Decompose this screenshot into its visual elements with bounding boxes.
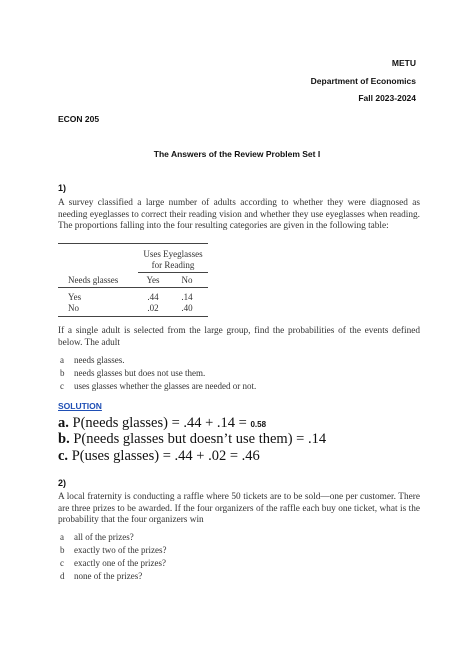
table-row-yes-label: Yes (68, 292, 82, 302)
question-2-option-b: b exactly two of the prizes? (60, 545, 167, 555)
question-1-option-b: b needs glasses but does not use them. (60, 368, 206, 378)
question-1-text: A survey classified a large number of adults according to whether they were diagnosed as needing eyeglasses to correct their reading vision and whether they use eyeglasses when reading. The proportions falling into the four resulting categories are given in the following table: (58, 198, 420, 232)
table-row-no-label: No (68, 303, 79, 313)
table-header-rule (58, 287, 208, 288)
table-cell-yes-yes: .44 (147, 292, 159, 302)
table-group-header-line2: for Reading (151, 260, 195, 270)
term: Fall 2023-2024 (358, 93, 416, 103)
answer-a: a. P(needs glasses) = .44 + .14 = 0.58 (58, 415, 267, 431)
table-group-header-line1: Uses Eyeglasses (143, 249, 203, 259)
table-group-rule (138, 272, 208, 273)
department-name: Department of Economics (310, 76, 416, 86)
question-2-text: A local fraternity is conducting a raffle where 50 tickets are to be sold—one per customer. There are three prizes to be awarded. If the four organizers of the raffle each buy one ticket, what is the probability that the four organizers win (58, 492, 420, 526)
table-col-no: No (181, 275, 193, 285)
university-name: METU (391, 58, 416, 68)
table-bottom-rule (58, 316, 208, 317)
question-2-option-a: a all of the prizes? (60, 532, 134, 542)
question-1-option-a: a needs glasses. (60, 355, 125, 365)
question-1-number: 1) (58, 183, 67, 193)
question-2-option-c: c exactly one of the prizes? (60, 558, 166, 568)
document-title: The Answers of the Review Problem Set I (153, 149, 321, 159)
table-row-header: Needs glasses (68, 275, 119, 285)
answer-c: c. P(uses glasses) = .44 + .02 = .46 (58, 448, 260, 464)
question-1-option-c: c uses glasses whether the glasses are needed or not. (60, 381, 257, 391)
table-top-rule (58, 243, 208, 244)
table-cell-no-no: .40 (181, 303, 193, 313)
table-col-yes: Yes (146, 275, 160, 285)
question-2-option-d: d none of the prizes? (60, 571, 143, 581)
table-cell-yes-no: .14 (181, 292, 193, 302)
table-cell-no-yes: .02 (147, 303, 159, 313)
course-code: ECON 205 (58, 114, 100, 124)
solution-heading: SOLUTION (58, 401, 102, 411)
answer-b: b. P(needs glasses but doesn’t use them) = .14 (58, 431, 327, 447)
question-2-number: 2) (58, 478, 67, 488)
question-1-text-2: If a single adult is selected from the large group, find the probabilities of the events defined below. The adult (58, 326, 420, 348)
